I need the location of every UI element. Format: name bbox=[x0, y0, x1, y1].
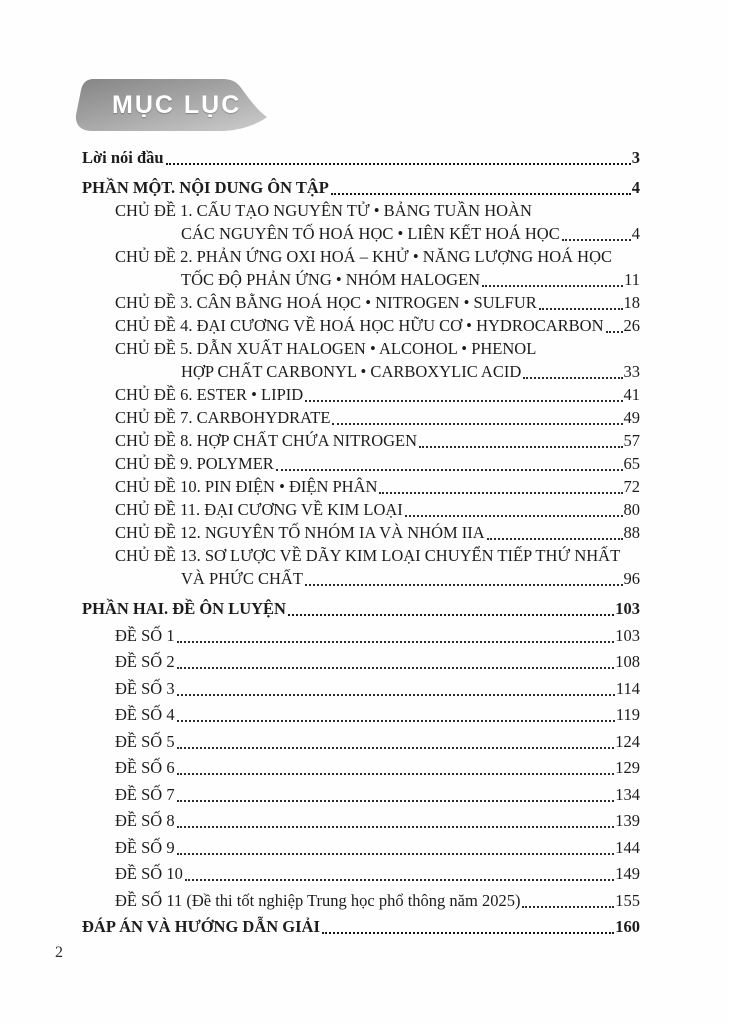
toc-page-number: 11 bbox=[624, 270, 640, 289]
dot-leader bbox=[305, 584, 623, 586]
toc-page-number: 134 bbox=[615, 784, 640, 804]
toc-page-number: 124 bbox=[615, 731, 640, 751]
toc-entry-label: CHỦ ĐỀ 9. POLYMER bbox=[115, 454, 274, 473]
toc-row bbox=[82, 677, 640, 700]
dot-leader bbox=[177, 826, 615, 828]
dot-leader bbox=[177, 641, 615, 643]
toc-row bbox=[82, 703, 640, 726]
dot-leader bbox=[606, 331, 623, 333]
toc-row bbox=[82, 567, 640, 590]
toc-row bbox=[82, 862, 640, 885]
toc-row bbox=[82, 475, 640, 498]
toc-page-number: 4 bbox=[631, 224, 640, 243]
toc-entry-label: CHỦ ĐỀ 2. PHẢN ỨNG OXI HOÁ – KHỬ • NĂNG LƯỢNG HOÁ HỌC bbox=[115, 247, 612, 266]
toc-page-number: 96 bbox=[623, 569, 640, 588]
toc-page-number: 139 bbox=[615, 811, 640, 830]
toc-row bbox=[82, 222, 640, 245]
toc-entry-label: ĐỀ SỐ 9 bbox=[115, 837, 175, 857]
toc-row bbox=[82, 650, 640, 673]
toc-entry-label: Lời nói đầu bbox=[82, 148, 164, 167]
toc-entry-label: ĐÁP ÁN VÀ HƯỚNG DẪN GIẢI bbox=[82, 917, 320, 936]
toc-entry-label: CHỦ ĐỀ 4. ĐẠI CƯƠNG VỀ HOÁ HỌC HỮU CƠ • HYDROCARBON bbox=[115, 316, 604, 335]
toc-row bbox=[82, 406, 640, 429]
toc-row bbox=[82, 498, 640, 521]
toc-page-number: 144 bbox=[615, 837, 640, 857]
dot-leader bbox=[405, 515, 623, 517]
dot-leader bbox=[523, 377, 622, 379]
toc-entry-label: ĐỀ SỐ 1 bbox=[115, 625, 175, 645]
toc-row bbox=[82, 783, 640, 806]
toc-entry-label: HỢP CHẤT CARBONYL • CARBOXYLIC ACID bbox=[181, 362, 522, 381]
toc-row bbox=[82, 452, 640, 475]
toc-page-number: 119 bbox=[615, 705, 640, 724]
toc-page-number: 129 bbox=[615, 758, 640, 777]
toc-entry-label: CÁC NGUYÊN TỐ HOÁ HỌC • LIÊN KẾT HOÁ HỌC bbox=[181, 224, 560, 243]
dot-leader bbox=[177, 694, 615, 696]
toc-entry-label: CHỦ ĐỀ 8. HỢP CHẤT CHỨA NITROGEN bbox=[115, 431, 418, 450]
toc-entry-label: PHẦN MỘT. NỘI DUNG ÔN TẬP bbox=[82, 178, 329, 197]
toc-row bbox=[82, 268, 640, 291]
toc-entry-label: CHỦ ĐỀ 13. SƠ LƯỢC VỀ DÃY KIM LOẠI CHUYỂN TIẾP THỨ NHẤT bbox=[115, 546, 621, 565]
toc-page-number: 72 bbox=[623, 477, 640, 496]
toc-entry-label: CHỦ ĐỀ 5. DẪN XUẤT HALOGEN • ALCOHOL • PHENOL bbox=[115, 339, 537, 358]
footer-page-number: 2 bbox=[55, 944, 63, 961]
toc-entry-label: CHỦ ĐỀ 3. CÂN BẰNG HOÁ HỌC • NITROGEN • SULFUR bbox=[115, 293, 537, 312]
page-title: MỤC LỤC bbox=[112, 91, 242, 119]
toc-row bbox=[82, 756, 640, 779]
toc-row bbox=[82, 199, 640, 222]
toc-page-number: 80 bbox=[623, 500, 640, 519]
dot-leader bbox=[177, 853, 615, 855]
toc-page-number: 57 bbox=[623, 431, 640, 450]
toc-page-number: 103 bbox=[615, 625, 640, 645]
toc-row bbox=[82, 597, 640, 620]
toc-page-number: 41 bbox=[623, 385, 640, 404]
toc-row bbox=[82, 429, 640, 452]
header-badge bbox=[74, 78, 270, 136]
toc-entry-label: ĐỀ SỐ 5 bbox=[115, 731, 175, 751]
toc-row bbox=[82, 624, 640, 647]
dot-leader bbox=[487, 538, 623, 540]
dot-leader bbox=[177, 720, 615, 722]
toc-row bbox=[82, 809, 640, 832]
toc-row bbox=[82, 314, 640, 337]
dot-leader bbox=[322, 932, 614, 934]
toc-page-number: 114 bbox=[615, 678, 640, 698]
toc-row bbox=[82, 521, 640, 544]
dot-leader bbox=[331, 193, 631, 195]
toc-entry-label: CHỦ ĐỀ 7. CARBOHYDRATE bbox=[115, 408, 331, 427]
dot-leader bbox=[539, 308, 623, 310]
toc-entry-label: ĐỀ SỐ 8 bbox=[115, 811, 175, 830]
toc-entry-label: ĐỀ SỐ 7 bbox=[115, 784, 175, 804]
dot-leader bbox=[332, 423, 622, 425]
dot-leader bbox=[166, 163, 631, 165]
dot-leader bbox=[177, 667, 615, 669]
toc-page-number: 3 bbox=[631, 148, 640, 167]
dot-leader bbox=[379, 492, 622, 494]
toc-entry-label: ĐỀ SỐ 10 bbox=[115, 864, 183, 883]
toc-entry-label: CHỦ ĐỀ 10. PIN ĐIỆN • ĐIỆN PHÂN bbox=[115, 477, 378, 496]
toc-list bbox=[82, 146, 640, 938]
toc-page-number: 65 bbox=[623, 454, 640, 473]
dot-leader bbox=[522, 906, 614, 908]
dot-leader bbox=[562, 239, 631, 241]
toc-page-number: 160 bbox=[615, 917, 640, 936]
toc-entry-label: ĐỀ SỐ 6 bbox=[115, 758, 175, 777]
dot-leader bbox=[177, 747, 615, 749]
toc-row bbox=[82, 836, 640, 859]
toc-entry-label: CHỦ ĐỀ 11. ĐẠI CƯƠNG VỀ KIM LOẠI bbox=[115, 500, 403, 519]
toc-entry-label: ĐỀ SỐ 3 bbox=[115, 678, 175, 698]
toc-entry-label: TỐC ĐỘ PHẢN ỨNG • NHÓM HALOGEN bbox=[181, 270, 481, 289]
toc-row bbox=[82, 889, 640, 912]
toc-row bbox=[82, 383, 640, 406]
toc-page-number: 26 bbox=[623, 316, 640, 335]
toc-entry-label: ĐỀ SỐ 2 bbox=[115, 652, 175, 671]
toc-entry-label: VÀ PHỨC CHẤT bbox=[181, 569, 303, 588]
toc-page-number: 33 bbox=[623, 362, 640, 381]
toc-entry-label: PHẦN HAI. ĐỀ ÔN LUYỆN bbox=[82, 599, 286, 618]
toc-row bbox=[82, 146, 640, 169]
dot-leader bbox=[177, 773, 615, 775]
toc-page-number: 103 bbox=[615, 599, 640, 618]
toc-entry-label: CHỦ ĐỀ 1. CẤU TẠO NGUYÊN TỬ • BẢNG TUẦN HOÀN bbox=[115, 201, 532, 220]
toc-row bbox=[82, 337, 640, 360]
dot-leader bbox=[305, 400, 622, 402]
toc-page-number: 149 bbox=[615, 864, 640, 883]
toc-row bbox=[82, 291, 640, 314]
toc-row bbox=[82, 915, 640, 938]
toc-page-number: 18 bbox=[623, 293, 640, 312]
toc-row bbox=[82, 730, 640, 753]
toc-row bbox=[82, 360, 640, 383]
dot-leader bbox=[288, 614, 614, 616]
dot-leader bbox=[482, 285, 623, 287]
toc-page-number: 49 bbox=[623, 408, 640, 427]
toc-entry-label: CHỦ ĐỀ 12. NGUYÊN TỐ NHÓM IA VÀ NHÓM IIA bbox=[115, 523, 485, 542]
dot-leader bbox=[276, 469, 623, 471]
dot-leader bbox=[419, 446, 622, 448]
dot-leader bbox=[177, 800, 615, 802]
toc-entry-label: ĐỀ SỐ 4 bbox=[115, 705, 175, 724]
toc-entry-label: CHỦ ĐỀ 6. ESTER • LIPID bbox=[115, 385, 304, 404]
toc-row bbox=[82, 544, 640, 567]
toc-row bbox=[82, 245, 640, 268]
toc-entry-label: ĐỀ SỐ 11 (Đề thi tốt nghiệp Trung học phổ thông năm 2025) bbox=[115, 890, 521, 910]
toc-page-number: 108 bbox=[615, 652, 640, 671]
toc-page-number: 4 bbox=[631, 178, 640, 197]
toc-page-number: 88 bbox=[623, 523, 640, 542]
toc-row bbox=[82, 176, 640, 199]
dot-leader bbox=[185, 879, 614, 881]
toc-page-number: 155 bbox=[615, 890, 640, 910]
